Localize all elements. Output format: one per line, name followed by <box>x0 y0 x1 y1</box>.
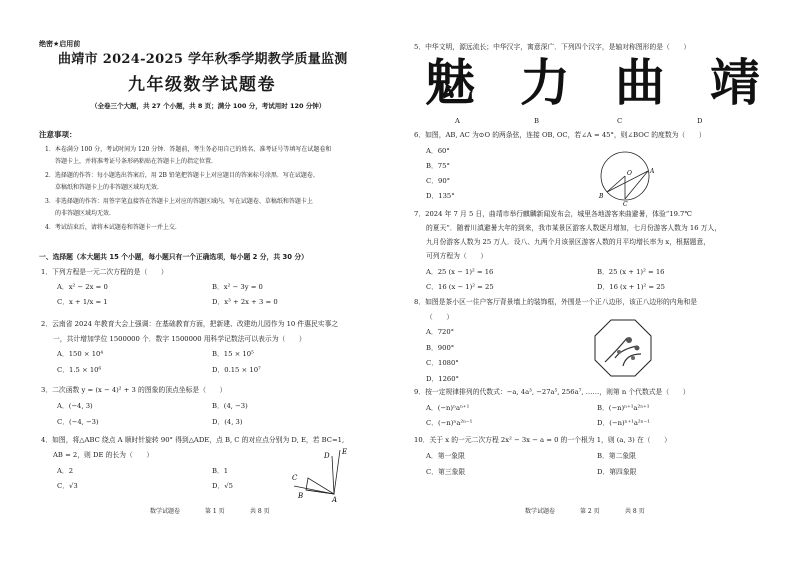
q8-option-c: C．1080° <box>426 359 459 367</box>
q3-option-d: D．(4, 3) <box>212 418 243 426</box>
question-8-stem: 8．如图是茶小区一住户客厅背景墙上的装饰框，外围是一个正八边形，该正八边形的内角和是 <box>414 298 697 306</box>
q2-option-b: B．15 × 10⁵ <box>212 350 254 358</box>
q6-option-d: D．135° <box>426 192 455 200</box>
notice-continuation: 的非答题区域均无效. <box>55 210 111 217</box>
figure-label: E <box>342 448 348 456</box>
q3-option-c: C．(−4, −3) <box>57 418 99 426</box>
q2-option-d: D．0.15 × 10⁷ <box>212 366 261 374</box>
question-4-stem-cont: AB = 2，则 DE 的长为（ ） <box>53 451 154 459</box>
q5-label-b: B <box>534 117 539 125</box>
q4-option-b: B．1 <box>212 467 229 475</box>
q9-option-d: D．(−n)ⁿ⁺¹a²ⁿ⁻¹ <box>597 419 650 427</box>
question-10-stem: 10．关于 x 的一元二次方程 2x² − 3x − a = 0 的一个根为 1，则 (a, 3) 在（ ） <box>414 436 671 444</box>
q3-option-b: B．(4, −3) <box>212 402 248 410</box>
exam-subject-title: 九年级数学试题卷 <box>128 75 276 95</box>
character-mei: 魅 <box>425 54 475 112</box>
character-qu: 曲 <box>615 54 665 112</box>
question-2-stem-cont: 一，共计增加学位 1500000 个．数字 1500000 用科学记数法可以表示为（ ） <box>53 335 306 343</box>
question-2-stem: 2．云南省 2024 年教育大会上强调：在基础教育方面，把新建、改建幼儿园作为 10 件惠民实事之 <box>41 320 339 328</box>
notice-item: 2．选择题的作答：每小题选出答案后，用 2B 铅笔把答题卡上对应题目的答案标号涂黑．写在试题卷、 <box>45 172 319 179</box>
figure-label: B <box>298 492 304 500</box>
question-7-stem-cont: 九月份游客人数为 25 万人．设八、九两个月该景区游客人数的月平均增长率为 x，根据题意， <box>426 238 711 246</box>
q5-label-c: C <box>617 117 623 125</box>
q6-option-b: B．75° <box>426 162 450 170</box>
q5-label-a: A <box>455 117 460 125</box>
q10-option-a: A．第一象限 <box>426 452 465 460</box>
question-9-stem: 9．按一定规律排列的代数式：−a, 4a³, −27a⁵, 256a⁷, ……，则第 n 个代数式是（ ） <box>414 388 690 396</box>
q2-option-a: A．150 × 10⁴ <box>57 350 104 358</box>
footer-page: 第 2 页 <box>580 508 600 515</box>
q4-rotation-figure <box>288 446 368 502</box>
figure-label: C <box>623 201 628 206</box>
q2-option-c: C．1.5 × 10⁶ <box>57 366 102 374</box>
q6-circle-figure <box>593 146 663 206</box>
notice-continuation: 答题卡上，并将准考证号条形码粘贴在答题卡上的指定位置. <box>55 158 213 165</box>
figure-label: A <box>332 496 338 502</box>
q9-option-b: B．(−n)ⁿ⁺¹a²ⁿ⁺¹ <box>597 404 650 412</box>
notice-item: 4．考试结束后，请将本试题卷和答题卡一并上交. <box>45 224 177 231</box>
q8-option-a: A．720° <box>426 328 455 336</box>
q7-option-a: A．25 (x − 1)² = 16 <box>426 268 494 276</box>
q8-option-b: B．900° <box>426 344 455 352</box>
q1-option-d: D．x³ + 2x + 3 = 0 <box>212 298 278 306</box>
q1-option-b: B．x² − 3y = 0 <box>212 283 263 291</box>
footer-name: 数学试题卷 <box>150 508 181 515</box>
notice-item: 1．本卷满分 100 分，考试时间为 120 分钟．答题前，考生务必用自己的姓名、准考证号等填写在试题卷和 <box>45 146 332 153</box>
q10-option-c: C．第三象限 <box>426 468 466 476</box>
figure-label: O <box>627 170 632 177</box>
footer-total: 共 8 页 <box>250 508 270 515</box>
q1-option-a: A．x² − 2x = 0 <box>57 283 108 291</box>
exam-title: 曲靖市 2024-2025 学年秋季学期教学质量监测 <box>58 52 348 67</box>
notice-item: 3．非选择题的作答：用签字笔直接答在答题卡上对应的答题区域内，写在试题卷、草稿纸和答题卡上 <box>45 198 313 205</box>
q5-character-row <box>425 54 760 112</box>
question-7-stem: 7．2024 年 7 月 5 日，曲靖市举行麒麟新闻发布会，城里各地游客来曲避暑，体验“19.7℃ <box>414 210 692 218</box>
q4-option-c: C．√3 <box>57 482 78 490</box>
q7-option-b: B．25 (x + 1)² = 16 <box>597 268 665 276</box>
q3-option-a: A．(−4, 3) <box>57 402 93 410</box>
figure-label: A <box>650 168 655 175</box>
question-5-stem: 5．中华文明，源远流长；中华汉字，寓意深广．下列四个汉字，是轴对称图形的是（ ） <box>414 43 691 51</box>
notice-continuation: 草稿纸和答题卡上的非答题区域均无效. <box>55 184 159 191</box>
q5-label-d: D <box>697 117 703 125</box>
q9-option-a: A．(−n)ⁿaⁿ⁺¹ <box>426 404 470 412</box>
notice-heading: 注意事项： <box>39 130 77 139</box>
q9-option-c: C．(−n)ⁿa²ⁿ⁻¹ <box>426 419 473 427</box>
question-8-stem-cont: （ ） <box>426 313 454 321</box>
q4-option-d: D．√5 <box>212 482 233 490</box>
question-3-stem: 3．二次函数 y = (x − 4)² + 3 的图象的顶点坐标是（ ） <box>41 386 227 394</box>
q1-option-c: C．x + 1/x = 1 <box>57 298 108 306</box>
exam-page-2 <box>397 0 794 562</box>
character-li: 力 <box>520 54 570 112</box>
question-1-stem: 1．下列方程是一元二次方程的是（ ） <box>41 268 168 276</box>
figure-label: C <box>292 474 298 482</box>
question-7-stem-cont: 的夏天”．随着川滇避暑大年的到来，我市某景区游客人数逐月增加，七月份游客人数为 16 万人， <box>426 224 722 232</box>
character-jing: 靖 <box>710 54 760 112</box>
exam-subtitle: （全卷三个大题，共 27 个小题，共 8 页；满分 100 分，考试用时 120 分钟） <box>91 102 326 110</box>
section-heading: 一、选择题（本大题共 15 个小题，每小题只有一个正确选项，每小题 2 分，共 30 分） <box>39 253 308 261</box>
footer-name: 数学试题卷 <box>525 508 556 515</box>
figure-label: D <box>324 452 330 460</box>
q7-option-d: D．16 (x + 1)² = 25 <box>597 283 665 291</box>
footer-total: 共 8 页 <box>625 508 645 515</box>
q10-option-b: B．第二象限 <box>597 452 636 460</box>
q10-option-d: D．第四象限 <box>597 468 637 476</box>
q4-option-a: A．2 <box>57 467 74 475</box>
secret-label: 绝密★启用前 <box>39 40 81 48</box>
footer-page: 第 1 页 <box>205 508 225 515</box>
q7-option-c: C．16 (x − 1)² = 25 <box>426 283 494 291</box>
question-6-stem: 6．如图，AB, AC 为⊙O 的两条弦，连接 OB, OC，若∠A = 45°，则∠BOC 的度数为（ ） <box>414 131 706 139</box>
q6-option-a: A．60° <box>426 147 450 155</box>
question-4-stem: 4．如图，将△ABC 绕点 A 顺时针旋转 90° 得到△ADE，点 B, C 的对应点分别为 D, E，若 BC=1, <box>41 436 345 444</box>
figure-label: B <box>599 193 604 200</box>
q8-option-d: D．1260° <box>426 375 459 383</box>
q8-octagon-frame-figure <box>593 318 653 378</box>
question-7-stem-cont: 可列方程为（ ） <box>426 252 488 260</box>
q6-option-c: C．90° <box>426 177 451 185</box>
